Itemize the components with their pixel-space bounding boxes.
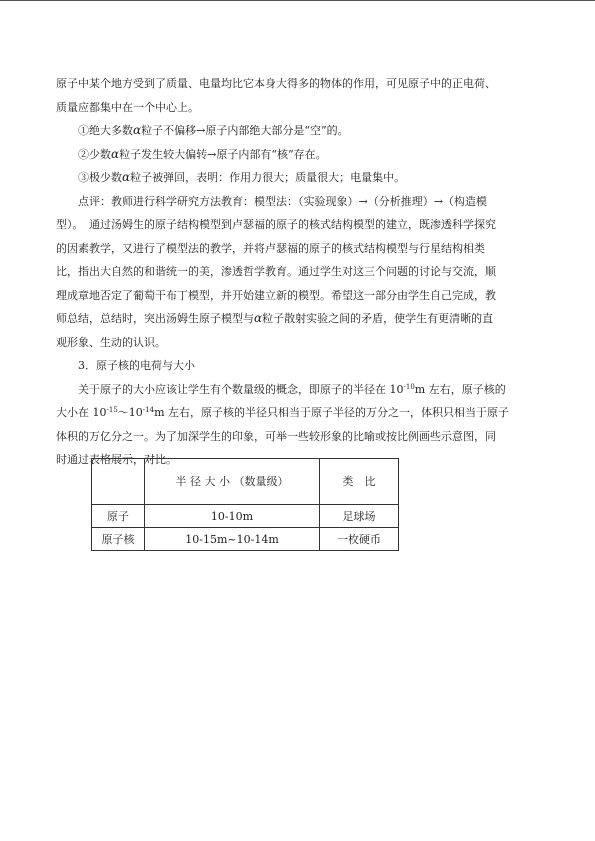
point-text: ③极少数: [78, 171, 122, 184]
comment-text: 师总结，总结时，突出汤姆生原子模型与: [56, 312, 254, 325]
exponent: -14: [142, 406, 155, 414]
comment-line: [56, 307, 544, 331]
table-row: [92, 528, 399, 551]
table-cell: 原子: [92, 505, 145, 528]
section-text: ～10: [117, 406, 143, 419]
comment-line: 理成章地否定了葡萄干布丁模型，并开始建立新的模型。希望这一部分由学生自己完成，教: [56, 288, 496, 302]
comment-line: 型）。 通过汤姆生的原子结构模型到卢瑟福的原子的核式结构模型的建立，既渗透科学探究: [56, 218, 496, 231]
comparison-table: [91, 458, 399, 551]
section-text: 关于原子的大小应该让学生有个数量级的概念，即原子的半径在 10: [78, 382, 404, 396]
section-line: [56, 378, 544, 402]
section-text: m 左右，原子核的: [414, 382, 506, 396]
point-text: 粒子不偏移→原子内部绝大部分是“空”的。: [141, 124, 349, 137]
table-header-row: [92, 459, 399, 505]
comment-line: 点评：教师进行科学研究方法教育：模型法：（实验现象）→（分析推理）→（构造模: [78, 194, 487, 208]
document-body: [56, 72, 544, 472]
point-item-3: [56, 166, 544, 190]
comment-line: 的因素教学，又进行了模型法的教学，并将卢瑟福的原子的核式结构模型与行星结构相类: [56, 241, 485, 255]
table-header-cell: 半 径 大 小 （数量级）: [145, 459, 320, 505]
table-header-cell: 类 比: [320, 459, 399, 505]
section-line: [56, 401, 544, 425]
point-text: 粒子被弹回，表明：作用力很大；质量很大；电量集中。: [130, 171, 406, 184]
section-text: m 左右，原子核的半径只相当于原子半径的万分之一，体积只相当于原子: [154, 406, 509, 419]
section-line: 体积的万亿分之一。为了加深学生的印象，可举一些较形象的比喻或按比例画些示意图，同: [56, 429, 496, 443]
alpha-symbol: α: [122, 170, 131, 184]
table-row: [92, 505, 399, 528]
point-text: ②少数: [78, 147, 111, 161]
section-heading: 3．原子核的电荷与大小: [78, 359, 195, 372]
table-cell: 一枚硬币: [320, 528, 399, 551]
top-border-line: [0, 0, 595, 1]
alpha-symbol: α: [133, 123, 142, 137]
section-text: 大小在 10: [56, 406, 107, 419]
exponent: -15: [106, 406, 118, 414]
point-item-1: [56, 119, 544, 143]
point-text: ①绝大多数: [78, 124, 133, 137]
section-line: 时通过表格展示，对比。: [56, 453, 177, 466]
comment-line: 比，指出大自然的和谐统一的美，渗透哲学教育。通过学生对这三个问题的讨论与交流，顺: [56, 265, 496, 278]
table-cell: 足球场: [320, 505, 399, 528]
table-cell: 10-15m~10-14m: [145, 528, 320, 551]
alpha-symbol: α: [254, 311, 263, 325]
paragraph-line: 质量应都集中在一个中心上。: [56, 100, 199, 114]
paragraph-line: 原子中某个地方受到了质量、电量均比它本身大得多的物体的作用，可见原子中的正电荷、: [56, 77, 496, 90]
alpha-symbol: α: [111, 146, 120, 161]
comment-line: 观形象、生动的认识。: [56, 335, 166, 349]
table-cell: 原子核: [92, 528, 145, 551]
point-item-2: [56, 143, 544, 167]
exponent: -10: [403, 382, 415, 391]
point-text: 粒子发生较大偏转→原子内部有“核”存在。: [119, 147, 327, 161]
table-header-cell: [92, 459, 145, 505]
comment-text: 粒子散射实验之间的矛盾，使学生有更清晰的直: [262, 312, 494, 325]
table-cell: 10-10m: [145, 505, 320, 528]
